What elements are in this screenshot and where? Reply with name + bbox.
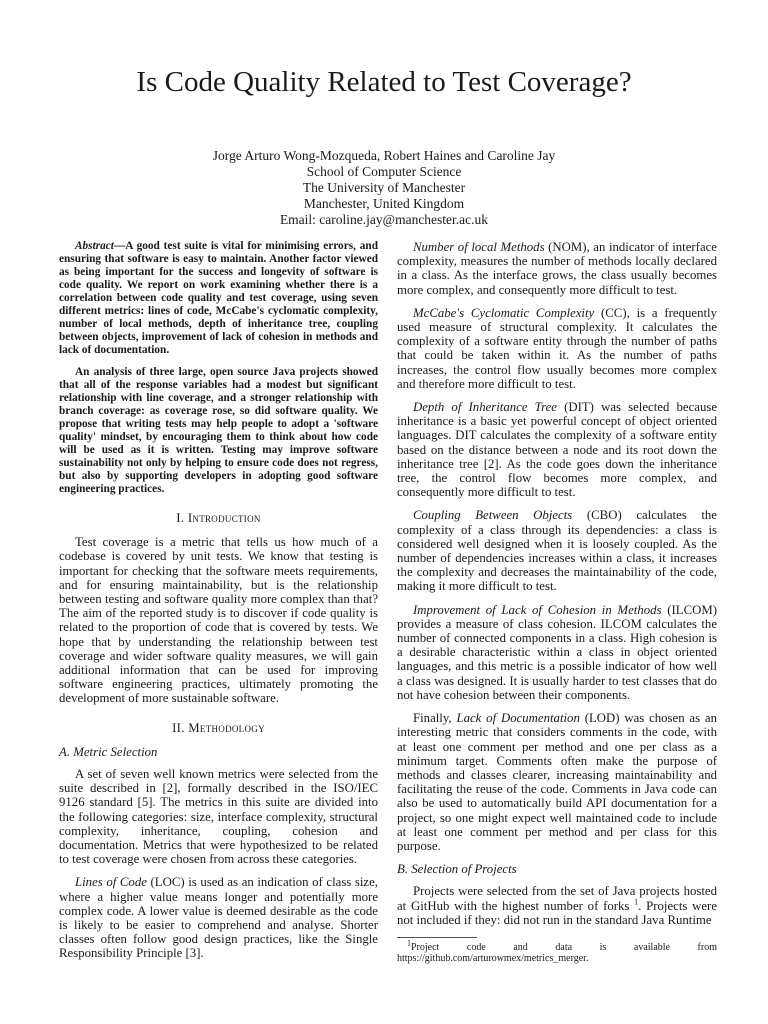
right-column: [397, 240, 717, 965]
dit-paragraph: [397, 400, 717, 499]
lod-paragraph: [397, 711, 717, 853]
intro-paragraph: Test coverage is a metric that tells us how much of a codebase is covered by unit tests. We know that testing is important for checking that the software meets requirements, and for ensuring maintainability, but is the relationship between testing and software quality more complex than that? The aim of the reported study is to discover if code quality is related to the proportion of code that is covered by tests. We hope that by understanding the relationship between test coverage and wider software quality measures, we will gain additional information that can be used for improving software engineering practices, ultimately promoting the development of more sustainable software.: [59, 535, 378, 706]
subsection-heading-metric-selection: A. Metric Selection: [59, 744, 158, 759]
project-selection-paragraph: [397, 884, 717, 927]
nom-paragraph: [397, 240, 717, 297]
abstract-label: Abstract: [75, 240, 114, 252]
cc-paragraph: [397, 306, 717, 391]
cc-text: (CC), is a frequently used measure of structural complexity. It calculates the complexity of a software entity through the number of paths that could be taken within it. As the number of paths increases, the control flow usually becomes more complex and therefore more difficult to test.: [397, 305, 717, 391]
subsection-heading-project-selection: B. Selection of Projects: [397, 862, 517, 877]
project-text-1: Projects were selected from the set of Java projects hosted at GitHub with the highest number of forks: [397, 884, 717, 913]
author-university: The University of Manchester: [302, 180, 466, 195]
abstract: [59, 240, 378, 496]
nom-text: (NOM), an indicator of interface complexity, measures the number of methods locally declared in a class. As the interface grows, the class usually becomes more complex, and consequently more difficult to test.: [397, 240, 717, 297]
author-block: [0, 148, 768, 228]
section-heading-introduction: I. Introduction: [176, 511, 261, 525]
cbo-text: (CBO) calculates the complexity of a class through its dependencies: a class is considered well designed when it is loosely coupled. As the number of dependencies increases within a class, it increases the complexity and decreases the maintainability of the code, making it more difficult to test.: [397, 508, 717, 594]
loc-paragraph: [59, 875, 378, 960]
author-location: Manchester, United Kingdom: [303, 196, 465, 211]
abstract-paragraph-2: An analysis of three large, open source Java projects showed that all of the response variables had a modest but significant relationship with line coverage, and a stronger relationship with branch coverage: as coverage rose, so did software quality. We propose that writing tests may help people to adopt a 'software quality' mindset, by encouraging them to think about how code will be used as it is written. Testing may improve software sustainability not only by helping to ensure code does not regress, but also by supporting developers in adopting good software engineering practices.: [59, 366, 378, 495]
author-email: Email: caroline.jay@manchester.ac.uk: [279, 212, 489, 227]
ilcom-paragraph: [397, 603, 717, 702]
footnote-text: Project code and data is available from https://github.com/arturowmex/metrics_merger.: [397, 941, 717, 965]
cbo-paragraph: [397, 508, 717, 593]
project-text-2: . Projects were not included if they: did not run in the standard Java Runtime: [397, 898, 717, 927]
abstract-paragraph-1: [59, 240, 378, 357]
left-column: [59, 240, 378, 970]
footnote-number: 1: [407, 938, 411, 948]
ilcom-term: Improvement of Lack of Cohesion in Methods: [413, 602, 662, 617]
cbo-term: Coupling Between Objects: [413, 508, 573, 523]
footnote-marker: 1: [634, 897, 639, 907]
lod-term: Lack of Documentation: [456, 711, 580, 726]
lod-prefix: Finally,: [413, 711, 457, 726]
cc-term: McCabe's Cyclomatic Complexity: [413, 305, 595, 320]
footnote: [397, 938, 717, 965]
dit-text: (DIT) was selected because inheritance is a basic yet powerful concept of object oriented languages. DIT calculates the complexity of a software entity based on the distance between a node and its root down the inheritance tree [2]. As the code goes down the inheritance tree, the control flow becomes more complex, and consequently more difficult to test.: [397, 400, 718, 500]
dit-term: Depth of Inheritance Tree: [413, 400, 557, 415]
loc-term: Lines of Code: [75, 875, 147, 890]
ilcom-text: (ILCOM) provides a measure of class cohesion. ILCOM calculates the number of connected components in a class. High cohesion is a desirable characteristic within a class in object oriented languages, and this metric is a possible indicator of how well a class was designed. It is usually harder to test classes that do not have cohesion between their components.: [397, 602, 717, 702]
abstract-text-1: —A good test suite is vital for minimising errors, and ensuring that software is easy to maintain. Another factor viewed as being important for the success and longevity of software is code quality. We report on work examining whether there is a correlation between code quality and test coverage, using seven different metrics: lines of code, McCabe's cyclomatic complexity, number of local methods, depth of inheritance tree, coupling between objects, improvement of lack of cohesion in methods and lack of documentation.: [59, 240, 378, 356]
section-heading-methodology: II. Methodology: [172, 720, 265, 735]
nom-term: Number of local Methods: [413, 240, 545, 254]
author-names: Jorge Arturo Wong-Mozqueda, Robert Haines and Caroline Jay: [212, 148, 556, 163]
metric-selection-paragraph: A set of seven well known metrics were selected from the suite described in [2], formally described in the ISO/IEC 9126 standard [5]. The metrics in this suite are divided into the following categories: size, interface complexity, structural complexity, inheritance, coupling, cohesion and documentation. Metrics that were hypothesized to be related to test coverage were chosen from across these categories.: [59, 767, 378, 867]
paper-title: Is Code Quality Related to Test Coverage?: [136, 66, 632, 98]
loc-text: (LOC) is used as an indication of class size, where a higher value means longer and potentially more complex code. A lower value is deemed desirable as the code is likely to be easier to comprehend and analyse. Shorter classes often follow good design practices, like the Single Responsibility Principle [3].: [59, 875, 378, 961]
author-school: School of Computer Science: [306, 164, 462, 179]
lod-text: (LOD) was chosen as an interesting metric that considers comments in the code, with at least one comment per method and one per class as a minimum target. Comments often make the purpose of methods and classes clearer, increasing maintainability and facilitating the reuse of the code. Comments in Java code can also be used to automatically build API documentation for a project, so one might expect well maintained code to include at least one comment per method and per class for this purpose.: [397, 711, 717, 853]
